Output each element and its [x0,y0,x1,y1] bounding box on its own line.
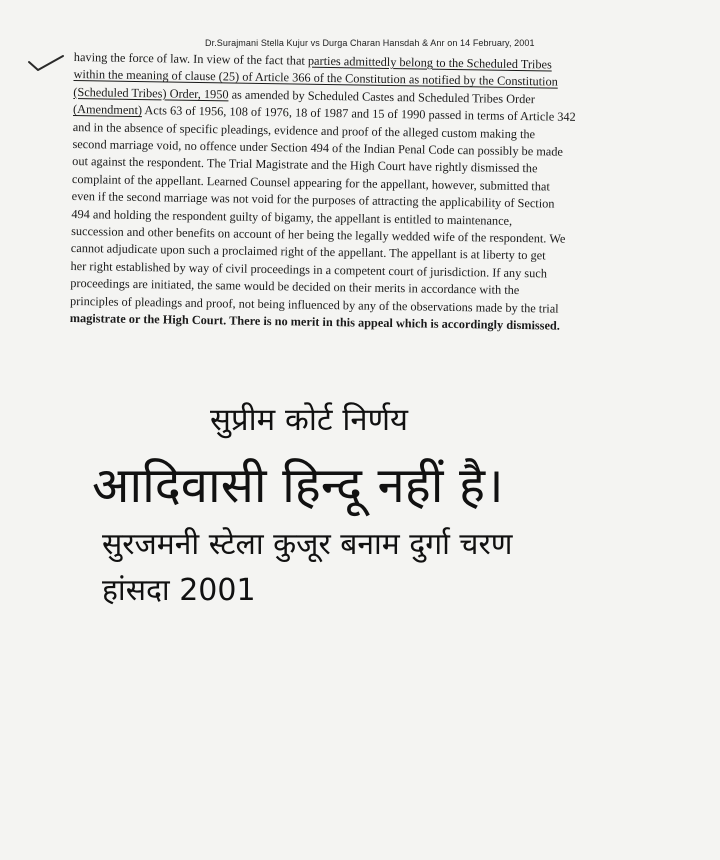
underlined-text: within the meaning of clause (25) of Article 366 of the Constitution as notified by the Constitution [73,67,558,90]
underlined-text: (Amendment) [72,102,143,118]
judgment-line: proceedings are initiated, the same would be decided on their merits in accordance with the [70,276,520,298]
judgment-line: 494 and holding the respondent guilty of bigamy, the appellant is entitled to maintenance, [71,206,513,228]
judgment-line-final: magistrate or the High Court. There is no merit in this appeal which is accordingly dismissed. [69,311,561,333]
case-citation-header: Dr.Surajmani Stella Kujur vs Durga Charan Hansdah & Anr on 14 February, 2001 [205,38,535,48]
judgment-line: complaint of the appellant. Learned Counsel appearing for the appellant, however, submitted that [71,171,550,194]
caption-case-name: सुरजमनी स्टेला कुजूर बनाम दुर्गा चरण [102,527,513,562]
judgment-line: out against the respondent. The Trial Magistrate and the High Court have rightly dismissed the [72,154,538,176]
judgment-line: her right established by way of civil proceedings in a competent court of jurisdiction. If any such [70,258,548,281]
check-mark-icon [26,52,66,74]
judgment-line-text: having the force of law. In view of the fact that [73,49,309,68]
judgment-line: principles of pleadings and proof, not being influenced by any of the observations made by the trial [69,293,559,316]
caption-case-name-year: हांसदा 2001 [102,573,256,608]
judgment-line: succession and other benefits on account of her being the legally wedded wife of the respondent. We [71,224,566,246]
underlined-text: (Scheduled Tribes) Order, 1950 [73,84,229,102]
judgment-line: even if the second marriage was not void for the purposes of attracting the applicability of Section [71,189,555,211]
judgment-line-text: as amended by Scheduled Castes and Scheduled Tribes Order [228,87,535,107]
caption-supreme-court-judgment: सुप्रीम कोर्ट निर्णय [210,402,408,438]
judgment-line: second marriage void, no offence under Section 494 of the Indian Penal Code can possibly be made [72,137,564,159]
underlined-text: parties admittedly belong to the Scheduled Tribes [307,53,552,72]
judgment-line: and in the absence of specific pleadings, evidence and proof of the alleged custom making the [72,119,536,141]
judgment-line-text: Acts 63 of 1956, 108 of 1976, 18 of 1987 and 15 of 1990 passed in terms of Article 342 [141,103,576,125]
judgment-excerpt [70,49,702,337]
judgment-line: cannot adjudicate upon such a proclaimed right of the appellant. The appellant is at liberty to get [70,241,546,263]
caption-headline: आदिवासी हिन्दू नहीं है। [92,457,504,514]
